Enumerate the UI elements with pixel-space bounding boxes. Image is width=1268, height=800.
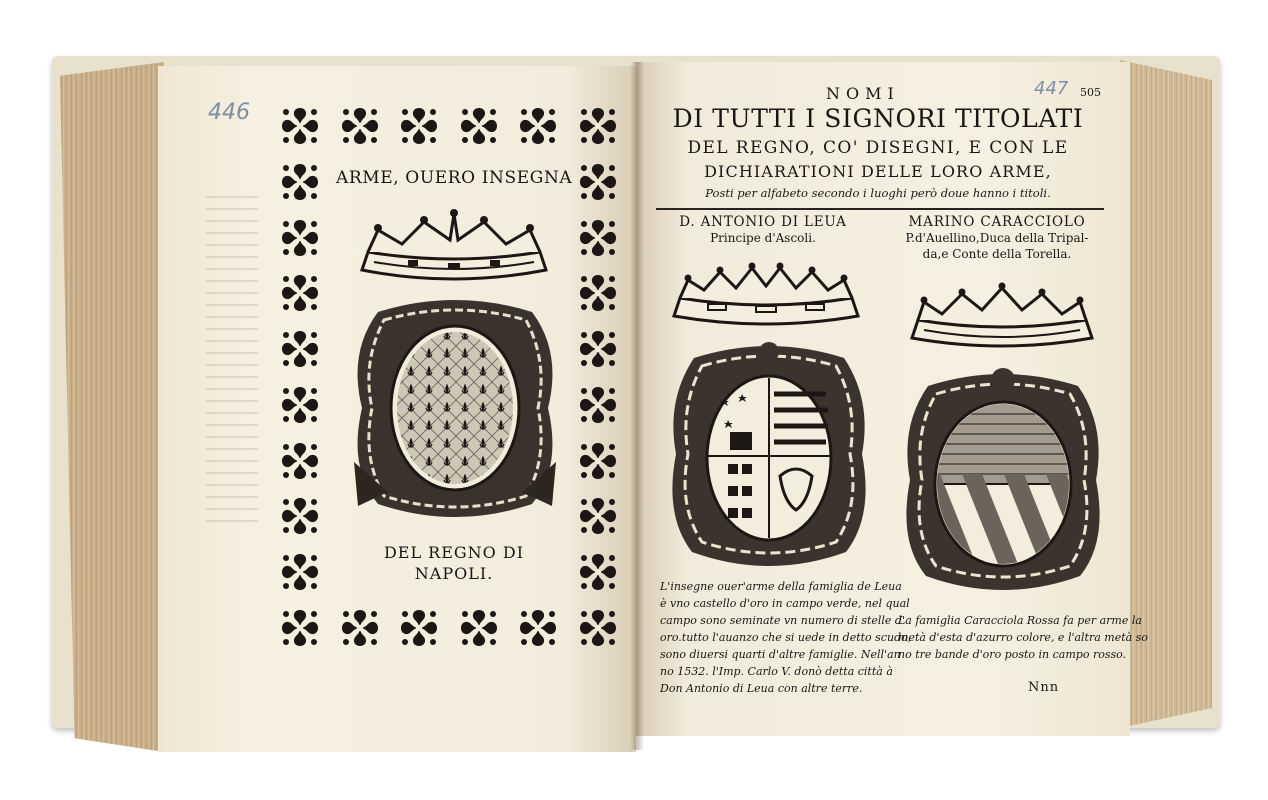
entry-2-name: MARINO CARACCIOLO [908, 214, 1086, 230]
header-word: NOMI [826, 84, 900, 103]
subtitle-line-1: DEL REGNO, CO' DISEGNI, E CON LE [687, 138, 1069, 158]
frame-ornament [576, 271, 620, 315]
frame-ornament [576, 216, 620, 260]
description-line: L'insegne ouer'arme della famiglia de Leua [660, 580, 902, 593]
description-line: campo sono seminate vn numero di stelle d' [660, 614, 905, 627]
frame-ornament [278, 550, 322, 594]
frame-ornament [576, 327, 620, 371]
frame-ornament [576, 104, 620, 148]
entry-1-description [660, 578, 911, 697]
handwritten-page-number-right: 447 [1034, 78, 1069, 99]
frame-ornament [278, 439, 322, 483]
description-line: oro.tutto l'auanzo che si uede in detto scudo, [660, 631, 912, 644]
book-gutter [630, 62, 644, 750]
description-line: no tre bande d'oro posto in campo rosso. [898, 648, 1127, 661]
description-line: Don Antonio di Leua con altre terre. [660, 682, 863, 695]
frame-ornament [457, 104, 501, 148]
frame-ornament [576, 439, 620, 483]
crown-entry-2-icon [902, 280, 1102, 350]
title-rule [656, 208, 1104, 210]
description-line: è vno castello d'oro in campo verde, nel qual [660, 597, 910, 610]
frame-ornament [397, 606, 441, 650]
entry-1-name: D. ANTONIO DI LEUA [679, 214, 847, 230]
frame-ornament [278, 160, 322, 204]
de-leva-coat-of-arms [668, 336, 870, 572]
description-line: La famiglia Caracciola Rossa fa per arme la [898, 614, 1142, 627]
entry-1-title-line: Principe d'Ascoli. [710, 231, 816, 245]
frame-ornament [397, 104, 441, 148]
crown-entry-1-icon [664, 256, 868, 328]
entry-2-header [886, 214, 1108, 262]
handwritten-page-number-left: 446 [208, 100, 250, 125]
frame-ornament [278, 383, 322, 427]
frame-ornament [278, 494, 322, 538]
left-page-edges [60, 62, 164, 752]
description-line: metà d'esta d'azurro colore, e l'altra metà so [898, 631, 1148, 644]
frame-ornament [278, 216, 322, 260]
caracciolo-coat-of-arms [900, 364, 1106, 596]
frame-ornament [576, 160, 620, 204]
frame-ornament [576, 550, 620, 594]
frame-ornament [576, 494, 620, 538]
description-line: no 1532. l'Imp. Carlo V. donò detta città à [660, 665, 893, 678]
left-page-heading: ARME, OUERO INSEGNA [336, 168, 573, 188]
frame-ornament [516, 606, 560, 650]
subtitle-line-2: DICHIARATIONI DELLE LORO ARME, [704, 162, 1052, 181]
printed-page-number: 505 [1080, 86, 1101, 99]
frame-ornament [278, 606, 322, 650]
crown-left-icon [352, 208, 556, 282]
kingdom-of-naples-coat-of-arms [348, 292, 562, 524]
frame-ornament [457, 606, 501, 650]
entry-1-header [652, 214, 874, 246]
frame-ornament [516, 104, 560, 148]
signature-mark: Nnn [1028, 680, 1060, 695]
description-line: sono diuersi quarti d'altre famiglie. Nell'an [660, 648, 901, 661]
frame-ornament [278, 327, 322, 371]
frame-ornament [576, 606, 620, 650]
frame-ornament [338, 104, 382, 148]
page-title: DI TUTTI I SIGNORI TITOLATI [672, 104, 1084, 133]
caption-line-2: NAPOLI. [414, 564, 494, 583]
frame-ornament [278, 104, 322, 148]
frame-ornament [576, 383, 620, 427]
entry-2-description [898, 612, 1148, 663]
frame-ornament [338, 606, 382, 650]
show-through-text [206, 196, 258, 526]
entry-2-title-line: da,e Conte della Torella. [922, 247, 1072, 261]
caption-line-1: DEL REGNO DI [383, 543, 525, 562]
frame-ornament [278, 271, 322, 315]
entry-2-title-line: P.d'Auellino,Duca della Tripal- [905, 231, 1089, 245]
subtitle-line-3: Posti per alfabeto secondo i luoghi però doue hanno i titoli. [705, 186, 1051, 200]
